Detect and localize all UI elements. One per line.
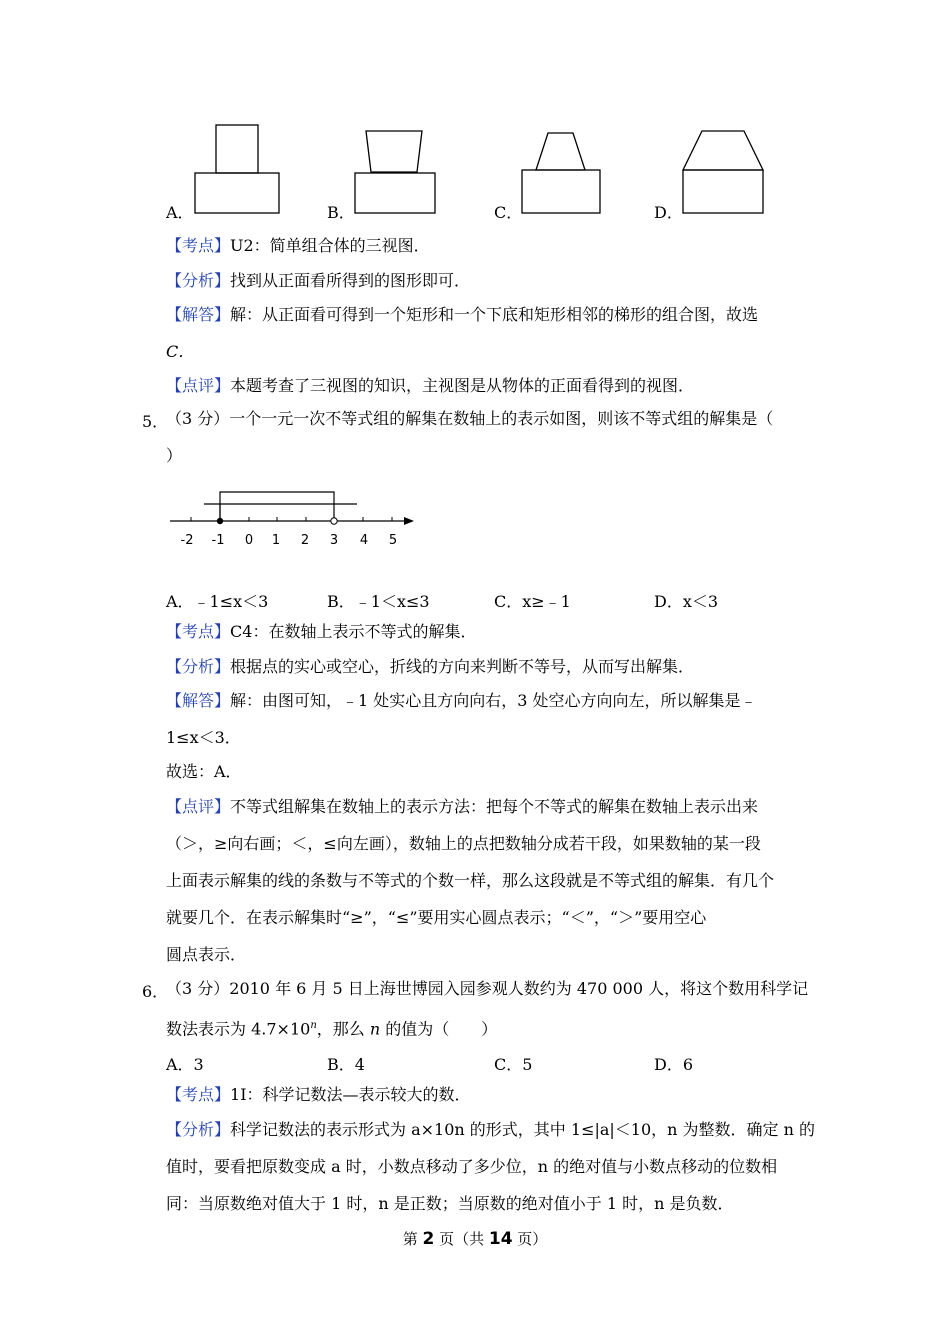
jieda-tag: 【解答】 xyxy=(166,691,231,710)
q6-variable-n: n xyxy=(369,1019,381,1039)
q4-kaodian xyxy=(166,236,430,256)
q5-dianping-line2: （＞，≥向右画；＜，≤向左画），数轴上的点把数轴分成若干段，如果数轴的某一段 xyxy=(166,834,761,853)
q6-stem-part: 数法表示为 4.7×10 xyxy=(166,1019,311,1039)
q5-fenxi xyxy=(166,657,694,677)
dianping-text: 不等式组解集在数轴上的表示方法：把每个不等式的解集在数轴上表示出来 xyxy=(230,797,759,816)
q4-option-d-label[interactable]: D． xyxy=(654,203,683,222)
q5-number-line xyxy=(160,480,430,560)
fenxi-tag: 【分析】 xyxy=(166,1120,231,1139)
hollow-dot xyxy=(331,518,337,524)
q4-option-c-label[interactable]: C． xyxy=(494,203,523,222)
q5-option-b[interactable]: B．﹣1＜x≤3 xyxy=(327,592,430,611)
q4-fenxi xyxy=(166,271,470,291)
q6-option-d[interactable]: D．6 xyxy=(654,1055,694,1074)
dianping-text: 本题考查了三视图的知识，主视图是从物体的正面看得到的视图． xyxy=(230,376,695,395)
footer-pre: 第 xyxy=(402,1230,423,1248)
fenxi-text: 找到从正面看所得到的图形即可． xyxy=(230,271,471,290)
kaodian-tag: 【考点】 xyxy=(166,622,231,641)
fenxi-tag: 【分析】 xyxy=(166,657,231,676)
q6-stem-cont xyxy=(166,1016,497,1039)
q6-number: 6． xyxy=(142,982,169,1001)
q6-fenxi-line2: 值时，要看把原数变成 a 时，小数点移动了多少位，n 的绝对值与小数点移动的位数相 xyxy=(166,1157,778,1176)
kaodian-text: U2：简单组合体的三视图． xyxy=(230,236,430,255)
q5-jieda-choice: 故选：A． xyxy=(166,762,242,781)
q4-figure-b xyxy=(350,122,445,217)
q6-fenxi-line3: 同：当原数绝对值大于 1 时，n 是正数；当原数的绝对值小于 1 时，n 是负数． xyxy=(166,1194,734,1213)
jieda-text: 解：从正面看可得到一个矩形和一个下底和矩形相邻的梯形的组合图，故选 xyxy=(230,305,759,324)
q5-dianping-line4: 就要几个．在表示解集时“≥”，“≤”要用实心圆点表示；“＜”，“＞”要用空心 xyxy=(166,908,707,927)
q4-dianping xyxy=(166,376,694,396)
fenxi-text: 科学记数法的表示形式为 a×10n 的形式，其中 1≤|a|＜10，n 为整数．确定 n 的 xyxy=(230,1120,816,1139)
axis-label-minus2: -2 xyxy=(180,533,194,548)
axis-label-minus1: -1 xyxy=(211,533,225,548)
kaodian-tag: 【考点】 xyxy=(166,236,231,255)
axis-label-4: 4 xyxy=(359,533,369,548)
q5-kaodian xyxy=(166,622,476,642)
q5-option-c[interactable]: C．x≥﹣1 xyxy=(494,592,571,611)
kaodian-text: C4：在数轴上表示不等式的解集． xyxy=(230,622,477,641)
q5-stem: （3 分）一个一元一次不等式组的解集在数轴上的表示如图，则该不等式组的解集是（ xyxy=(166,409,774,428)
dianping-tag: 【点评】 xyxy=(166,376,231,395)
solid-dot xyxy=(217,518,223,524)
fenxi-text: 根据点的实心或空心，折线的方向来判断不等号，从而写出解集． xyxy=(230,657,695,676)
q4-figure-d xyxy=(678,122,773,217)
axis-label-3: 3 xyxy=(329,533,339,548)
q4-figure-a xyxy=(190,122,285,217)
q5-dianping-line5: 圆点表示． xyxy=(166,945,247,964)
q5-dianping-line3: 上面表示解集的线的条数与不等式的个数一样，那么这段就是不等式组的解集．有几个 xyxy=(166,871,775,890)
kaodian-text: 1I：科学记数法—表示较大的数． xyxy=(230,1085,471,1104)
q6-option-c[interactable]: C．5 xyxy=(494,1055,533,1074)
kaodian-tag: 【考点】 xyxy=(166,1085,231,1104)
dianping-tag: 【点评】 xyxy=(166,797,231,816)
page-footer xyxy=(0,1228,950,1249)
q6-kaodian xyxy=(166,1085,471,1105)
q5-number: 5． xyxy=(142,412,169,431)
q5-stem-cont: ） xyxy=(166,446,183,465)
footer-mid: 页（共 xyxy=(434,1230,489,1248)
jieda-tag: 【解答】 xyxy=(166,305,231,324)
footer-total-pages: 14 xyxy=(488,1229,513,1249)
jieda-text: 解：由图可知，﹣1 处实心且方向向右，3 处空心方向向左，所以解集是﹣ xyxy=(230,691,757,710)
fenxi-tag: 【分析】 xyxy=(166,271,231,290)
q6-stem-part: 的值为（ ） xyxy=(380,1019,498,1039)
q4-jieda-cont: C． xyxy=(166,342,195,361)
q6-option-a[interactable]: A．3 xyxy=(166,1055,204,1074)
q5-jieda xyxy=(166,691,757,711)
q6-stem: （3 分）2010 年 6 月 5 日上海世博园入园参观人数约为 470 000 人，将这个数用科学记 xyxy=(166,979,809,998)
footer-post: 页） xyxy=(512,1230,548,1248)
q4-option-b-label[interactable]: B． xyxy=(327,203,355,222)
q4-option-a-label[interactable]: A． xyxy=(166,203,194,222)
axis-label-0: 0 xyxy=(244,533,254,548)
q5-dianping xyxy=(166,797,758,817)
q6-fenxi xyxy=(166,1120,815,1140)
q6-stem-part: ，那么 xyxy=(316,1019,370,1039)
footer-page-number: 2 xyxy=(422,1229,435,1249)
axis-label-1: 1 xyxy=(271,533,281,548)
q4-jieda xyxy=(166,305,758,325)
axis-label-5: 5 xyxy=(388,533,398,548)
q5-option-d[interactable]: D．x＜3 xyxy=(654,592,719,611)
q5-option-a[interactable]: A．﹣1≤x＜3 xyxy=(166,592,269,611)
q4-figure-c xyxy=(518,122,613,217)
q5-jieda-cont: 1≤x＜3． xyxy=(166,728,241,747)
q6-option-b[interactable]: B．4 xyxy=(327,1055,365,1074)
q6-exponent: n xyxy=(310,1020,317,1031)
axis-label-2: 2 xyxy=(300,533,310,548)
